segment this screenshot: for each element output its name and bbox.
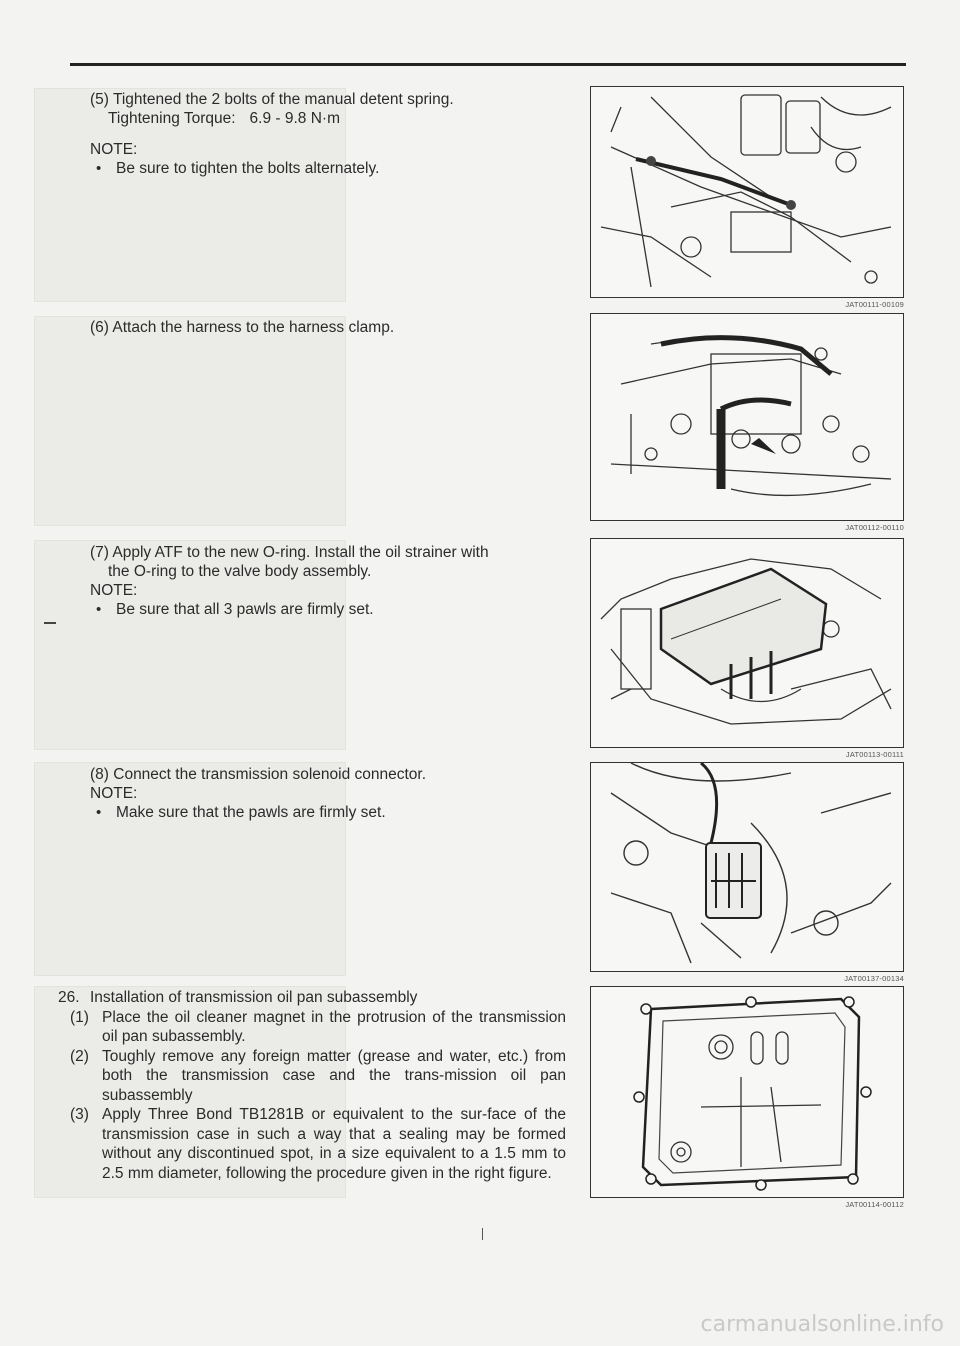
step-5-text: (5) Tightened the 2 bolts of the manual detent spring.: [90, 91, 454, 108]
torque-label: Tightening Torque:: [108, 110, 236, 127]
figure-solenoid-connector: [590, 762, 904, 983]
figure-code: JAT00137-00134: [844, 974, 904, 983]
figure-frame: [590, 986, 904, 1198]
note-label: NOTE:: [90, 141, 138, 158]
note-label: NOTE:: [90, 582, 138, 599]
figure-frame: [590, 313, 904, 521]
step-7: [90, 543, 570, 619]
step-8-text: (8) Connect the transmission solenoid connector.: [90, 766, 427, 783]
solenoid-connector-illustration: [591, 763, 903, 971]
section-26: [58, 988, 568, 1183]
figure-oil-strainer: [590, 538, 904, 759]
section-26-item-1: (1) Place the oil cleaner magnet in the protrusion of the transmission oil pan subassembly.: [70, 1008, 566, 1045]
oil-pan-illustration: [591, 987, 903, 1197]
figure-oil-pan: [590, 986, 904, 1209]
section-number: 26.: [58, 989, 80, 1006]
oil-strainer-illustration: [591, 539, 903, 747]
note-item: • Make sure that the pawls are firmly set.: [96, 804, 386, 821]
section-26-item-3: (3) Apply Three Bond TB1281B or equivalent to the sur-face of the transmission case in such a way that a sealing may be formed without any discontinued spot, in a size equivalent to a 1.5 mm to 2.5 mm diameter, following the procedure given in the right figure.: [70, 1106, 566, 1182]
top-rule: [70, 63, 906, 66]
figure-frame: [590, 538, 904, 748]
step-7-text: (7) Apply ATF to the new O-ring. Install the oil strainer with: [90, 544, 489, 561]
step-6-text: (6) Attach the harness to the harness clamp.: [90, 319, 395, 336]
watermark: carmanualsonline.info: [700, 1312, 944, 1337]
bullet-icon: •: [96, 601, 102, 618]
figure-manual-detent-spring: [590, 86, 904, 309]
section-26-heading: [58, 988, 568, 1008]
note-item: • Be sure that all 3 pawls are firmly set.: [96, 601, 374, 618]
bleed-through-panel: [34, 316, 346, 526]
torque-spec: [90, 109, 570, 128]
bullet-icon: •: [96, 160, 102, 177]
torque-value: 6.9 - 9.8 N·m: [249, 110, 340, 127]
figure-code: JAT00113-00111: [845, 750, 904, 759]
figure-harness-clamp: [590, 313, 904, 532]
note-label: NOTE:: [90, 785, 138, 802]
step-6: [90, 318, 570, 337]
margin-mark: [44, 622, 56, 624]
harness-clamp-illustration: [591, 314, 903, 520]
page-mark: [482, 1228, 483, 1240]
step-5: [90, 90, 570, 178]
bullet-icon: •: [96, 804, 102, 821]
step-8: [90, 765, 570, 822]
step-7-text-cont: the O-ring to the valve body assembly.: [108, 563, 372, 580]
figure-code: JAT00114-00112: [845, 1200, 904, 1209]
figure-frame: [590, 86, 904, 298]
note-item: • Be sure to tighten the bolts alternately.: [96, 160, 380, 177]
figure-code: JAT00112-00110: [845, 523, 904, 532]
section-26-item-2: (2) Toughly remove any foreign matter (grease and water, etc.) from both the transmission case and the trans-mission oil pan subassembly: [70, 1047, 566, 1104]
section-title: Installation of transmission oil pan subassembly: [90, 989, 418, 1006]
figure-code: JAT00111-00109: [845, 300, 904, 309]
detent-spring-illustration: [591, 87, 903, 297]
figure-frame: [590, 762, 904, 972]
